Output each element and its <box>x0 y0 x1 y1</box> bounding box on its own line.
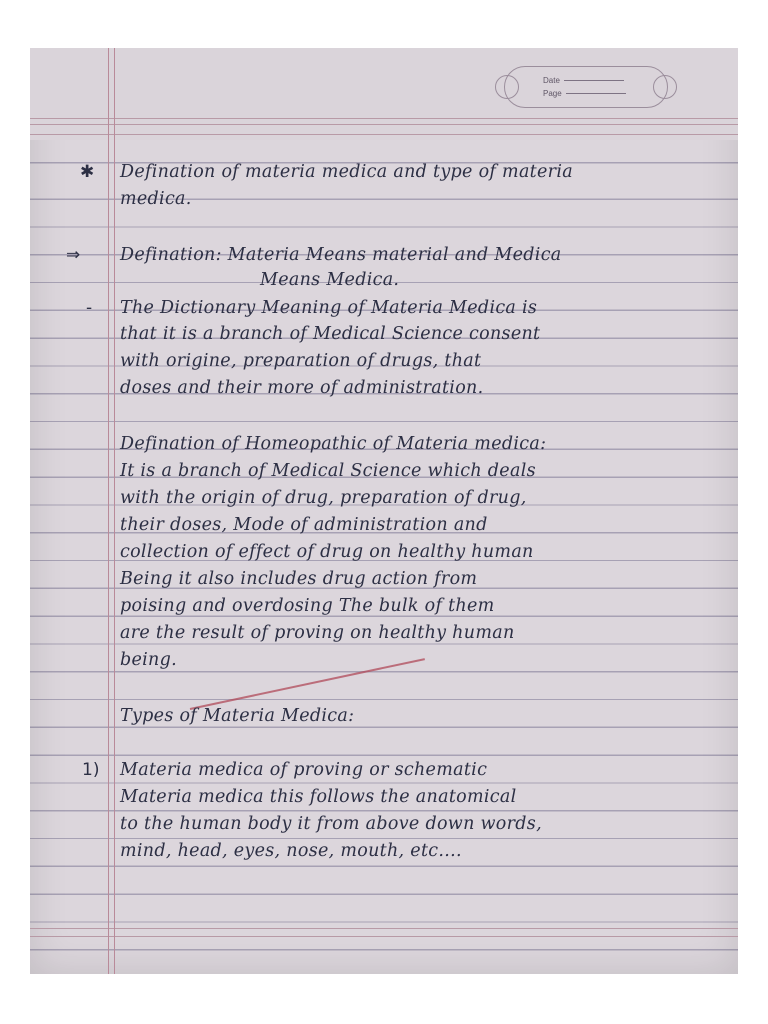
margin-line <box>108 48 109 974</box>
text-line: to the human body it from above down words, <box>120 814 542 834</box>
page-label: Page <box>543 89 562 98</box>
line-bullet: ⇒ <box>66 245 81 265</box>
text-line: It is a branch of Medical Science which deals <box>120 461 536 481</box>
text-line: with origine, preparation of drugs, that <box>120 351 482 371</box>
date-label: Date <box>543 76 560 85</box>
subheading-line: Defination of Homeopathic of Materia medica: <box>120 434 547 454</box>
text-line: with the origin of drug, preparation of drug, <box>120 488 527 508</box>
footer-rule <box>30 928 738 929</box>
curl-right-ornament <box>653 75 677 99</box>
header-rule <box>30 134 738 135</box>
subheading-line: Types of Materia Medica: <box>120 706 355 726</box>
text-line: Defination: Materia Means material and Medica <box>120 245 562 265</box>
page-field <box>566 93 626 94</box>
text-line: collection of effect of drug on healthy human <box>120 542 534 562</box>
text-line: Materia medica this follows the anatomical <box>120 787 517 807</box>
header-rule <box>30 118 738 119</box>
margin-line <box>114 48 115 974</box>
heading-line: medica. <box>120 189 192 209</box>
text-line: being. <box>120 650 177 670</box>
footer-rule <box>30 936 738 937</box>
text-line: doses and their more of administration. <box>120 378 484 398</box>
text-line: The Dictionary Meaning of Materia Medica is <box>120 298 538 318</box>
text-line: Materia medica of proving or schematic <box>120 760 488 780</box>
header-rule <box>30 124 738 125</box>
text-line: their doses, Mode of administration and <box>120 515 488 535</box>
list-number: 1) <box>82 760 100 780</box>
text-line: Means Medica. <box>260 270 400 290</box>
line-bullet: - <box>86 298 93 318</box>
heading-line: Defination of materia medica and type of materia <box>120 162 573 182</box>
date-field <box>564 80 624 81</box>
line-bullet: ✱ <box>80 162 95 182</box>
text-line: are the result of proving on healthy human <box>120 623 515 643</box>
date-page-box <box>504 66 668 108</box>
curl-left-ornament <box>495 75 519 99</box>
text-line: Being it also includes drug action from <box>120 569 478 589</box>
pen-stroke <box>190 658 425 710</box>
text-line: that it is a branch of Medical Science consent <box>120 324 541 344</box>
text-line: mind, head, eyes, nose, mouth, etc.... <box>120 841 462 861</box>
text-line: poising and overdosing The bulk of them <box>120 596 495 616</box>
notebook-page <box>30 48 738 974</box>
